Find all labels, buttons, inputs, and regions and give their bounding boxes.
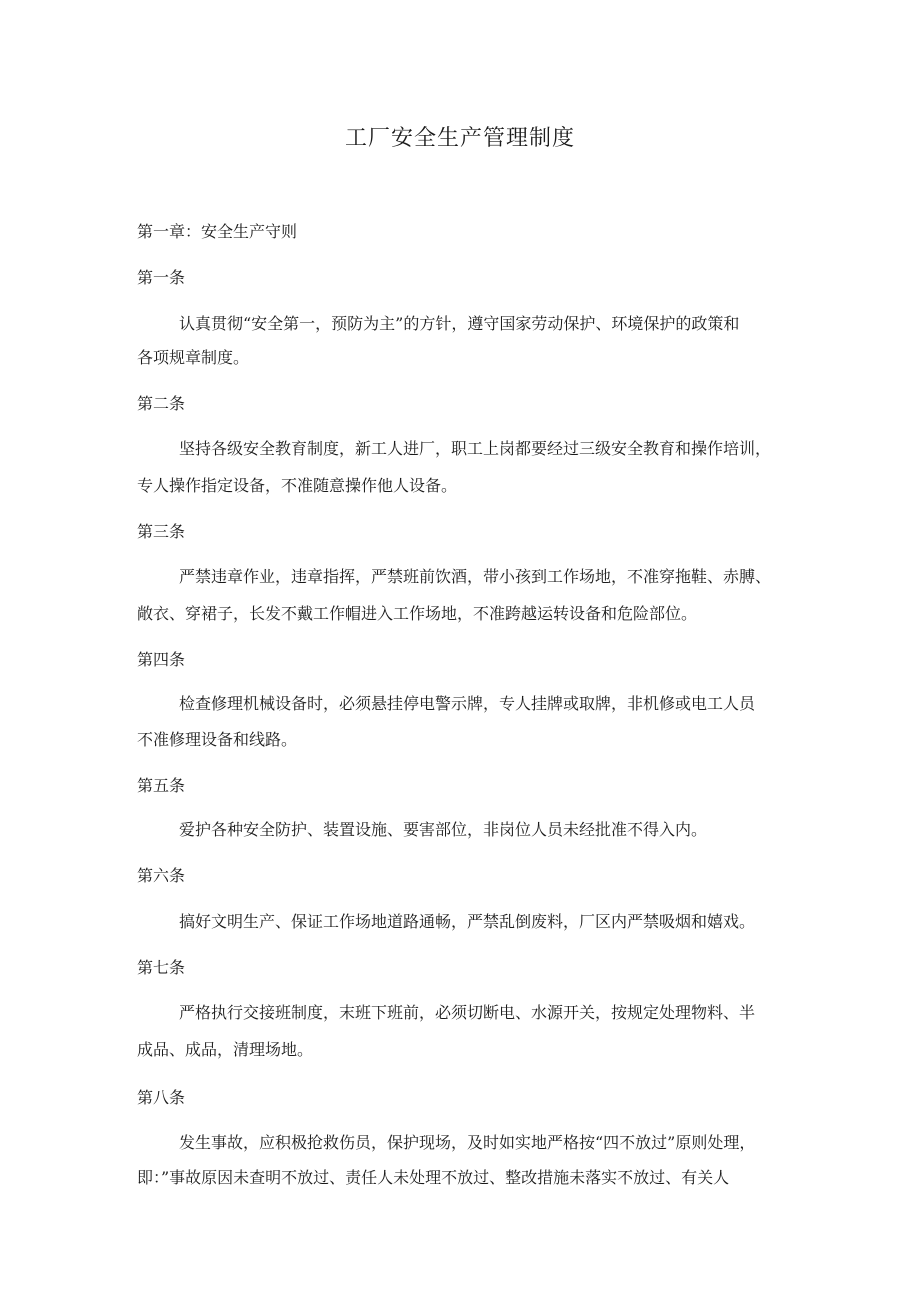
article-7-line-1: 严格执行交接班制度，末班下班前，必须切断电、水源开关，按规定处理物料、半 bbox=[179, 1003, 756, 1022]
article-8-line-2: 即：”事故原因未查明不放过、责任人未处理不放过、整改措施未落实不放过、有关人 bbox=[137, 1168, 730, 1187]
article-heading-3: 第三条 bbox=[137, 522, 186, 541]
article-2-line-1: 坚持各级安全教育制度，新工人进厂，职工上岗都要经过三级安全教育和操作培训， bbox=[179, 439, 772, 458]
article-3-line-2: 敞衣、穿裙子，长发不戴工作帽进入工作场地，不准跨越运转设备和危险部位。 bbox=[137, 604, 698, 623]
article-heading-1: 第一条 bbox=[137, 268, 186, 287]
document-title: 工厂安全生产管理制度 bbox=[344, 126, 575, 151]
article-heading-7: 第七条 bbox=[137, 958, 186, 977]
article-4-line-1: 检查修理机械设备时，必须悬挂停电警示牌，专人挂牌或取牌，非机修或电工人员 bbox=[179, 694, 756, 713]
article-5-line-1: 爱护各种安全防护、装置设施、要害部位，非岗位人员未经批准不得入内。 bbox=[179, 820, 708, 839]
article-2-line-2: 专人操作指定设备，不准随意操作他人设备。 bbox=[137, 476, 458, 495]
article-1-line-2: 各项规章制度。 bbox=[137, 348, 250, 367]
article-heading-4: 第四条 bbox=[137, 650, 186, 669]
chapter-heading: 第一章：安全生产守则 bbox=[137, 222, 298, 241]
article-heading-2: 第二条 bbox=[137, 394, 186, 413]
article-8-line-1: 发生事故，应积极抢救伤员，保护现场，及时如实地严格按“四不放过”原则处理， bbox=[179, 1133, 756, 1152]
article-heading-5: 第五条 bbox=[137, 776, 186, 795]
article-3-line-1: 严禁违章作业，违章指挥，严禁班前饮酒，带小孩到工作场地，不准穿拖鞋、赤膊、 bbox=[179, 567, 772, 586]
article-heading-8: 第八条 bbox=[137, 1088, 186, 1107]
article-7-line-2: 成品、成品，清理场地。 bbox=[137, 1040, 314, 1059]
article-heading-6: 第六条 bbox=[137, 866, 186, 885]
article-4-line-2: 不准修理设备和线路。 bbox=[137, 730, 298, 749]
article-1-line-1: 认真贯彻“安全第一，预防为主”的方针，遵守国家劳动保护、环境保护的政策和 bbox=[179, 314, 740, 333]
article-6-line-1: 搞好文明生产、保证工作场地道路通畅，严禁乱倒废料，厂区内严禁吸烟和嬉戏。 bbox=[179, 912, 756, 931]
